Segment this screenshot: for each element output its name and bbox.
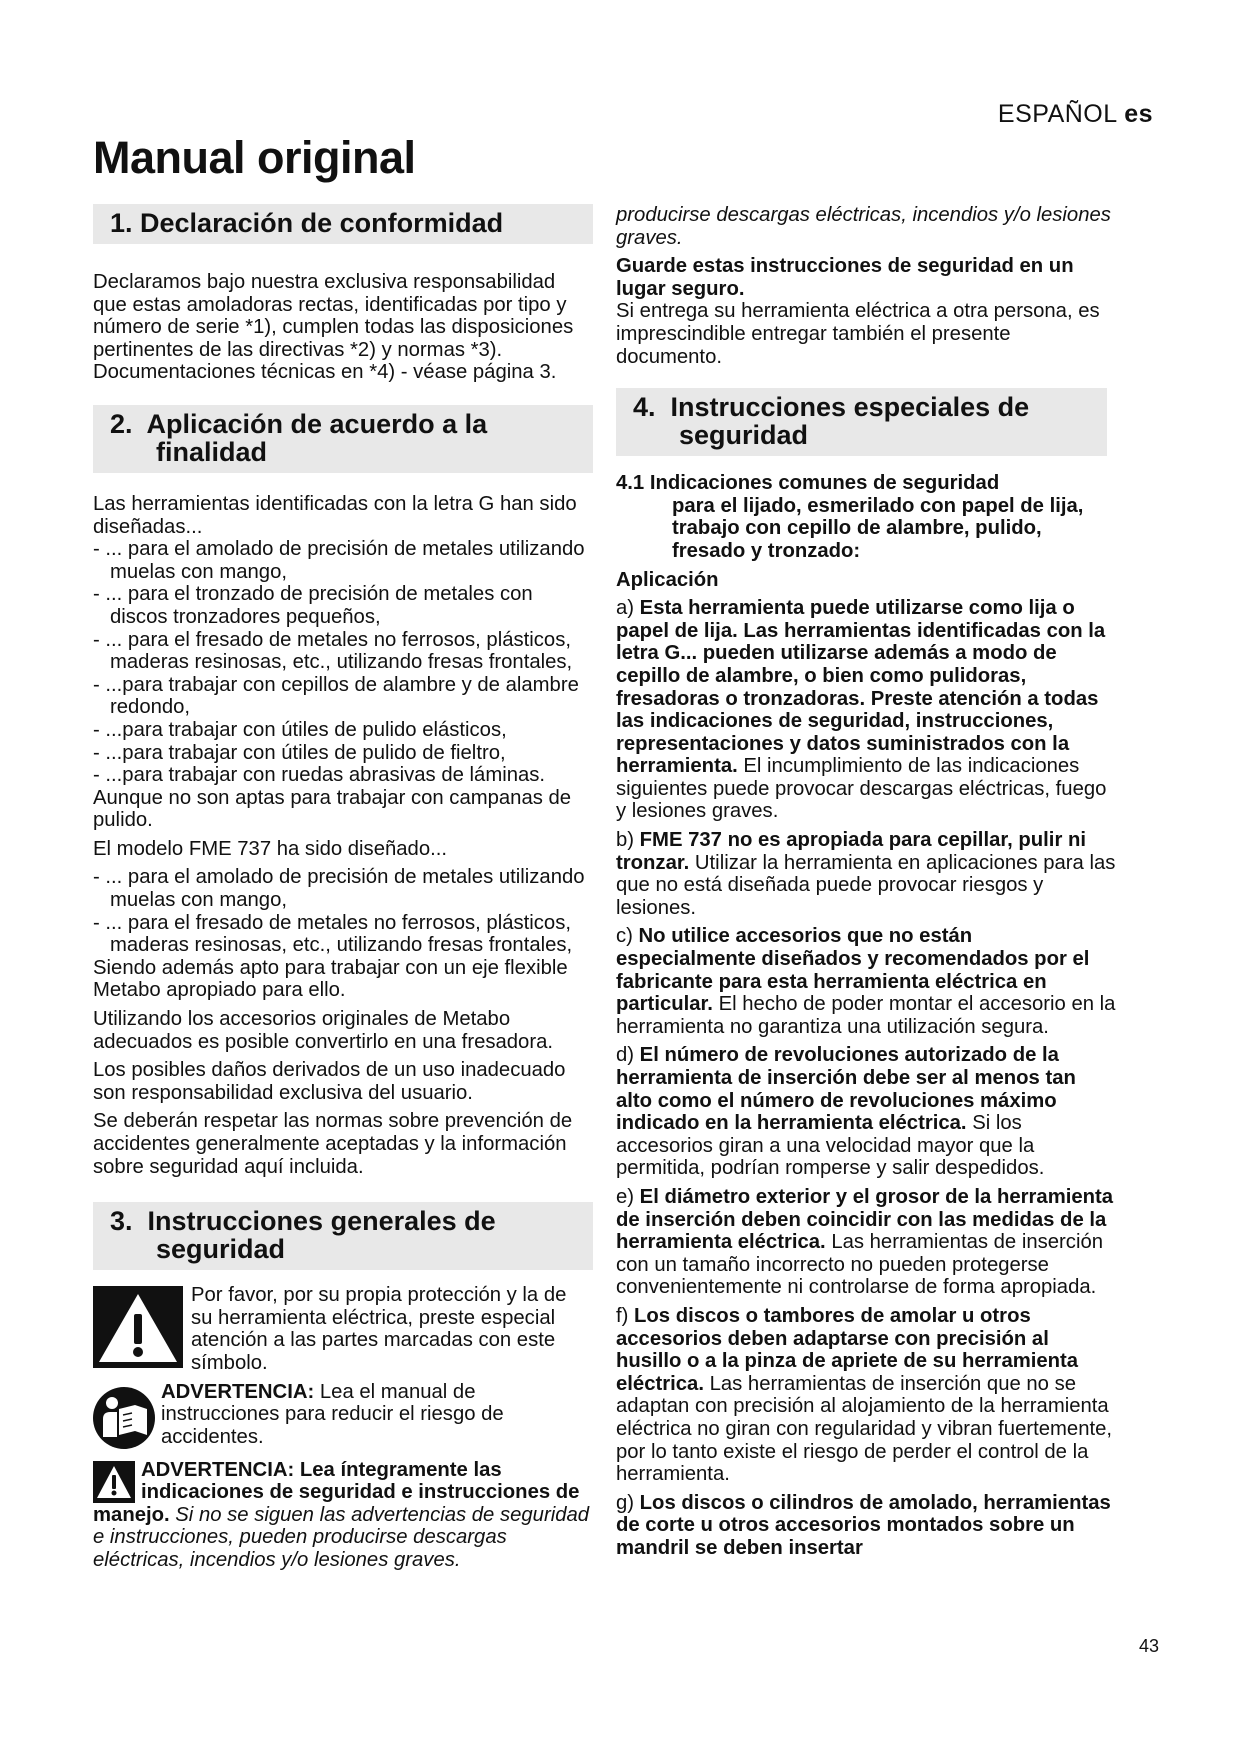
language-label — [998, 100, 1153, 129]
list-item: - ... para el amolado de precisión de metales utilizando muelas con mango, — [93, 866, 585, 912]
manual-warning-text: ADVERTENCIA: Lea el manual de instrucciones para reducir el riesgo de accidentes. — [161, 1380, 504, 1448]
page-number: 43 — [1138, 1636, 1159, 1656]
manual-warning-row — [93, 1381, 593, 1451]
section-3-heading: 3. Instrucciones generales de seguridad — [93, 1202, 593, 1270]
warning-triangle-small-icon — [93, 1461, 135, 1503]
safety-item-d: d) El número de revoluciones autorizado de la herramienta de inserción debe ser al menos tan alto como el número de revoluciones máximo indicado en la herramienta eléctrica. Si los accesorios giran a una velocidad mayor que la permitida, podrían romperse y salir despedidos. — [616, 1044, 1076, 1180]
continued-warning-text: producirse descargas eléctricas, incendios y/o lesiones graves. — [616, 204, 1111, 249]
list-item: - ... para el amolado de precisión de metales utilizando muelas con mango, — [93, 538, 585, 583]
list-item: - ...para trabajar con ruedas abrasivas de láminas. — [93, 764, 546, 787]
section-2-heading: 2. Aplicación de acuerdo a la finalidad — [93, 405, 593, 473]
section-1-heading: 1. Declaración de conformidad — [93, 204, 593, 244]
keep-instructions-text: Si entrega su herramienta eléctrica a otra persona, es imprescindible entregar también el presente documento. — [616, 300, 1100, 368]
section-2-paragraph: Utilizando los accesorios originales de Metabo adecuados es posible convertirlo en una fresadora. — [93, 1008, 554, 1053]
list-item: - ...para trabajar con útiles de pulido de fieltro, — [93, 741, 506, 764]
list-item: - ... para el fresado de metales no ferrosos, plásticos, maderas resinosas, etc., utilizando fresas frontales, — [93, 628, 573, 674]
section-4-heading: 4. Instrucciones especiales de seguridad — [616, 388, 1107, 456]
section-1-body: Declaramos bajo nuestra exclusiva responsabilidad que estas amoladoras rectas, identificadas por tipo y número de serie *1), cumplen todas las disposiciones pertinentes de las directivas *2) y normas *3). Documentaciones técnicas en *4) - véase página 3. — [93, 271, 574, 384]
safety-item-a: a) Esta herramienta puede utilizarse como lija o papel de lija. Las herramientas identificadas con la letra G... pueden utilizarse además a modo de cepillo de alambre, o bien como pulidoras, fresadoras o tronzadoras. Preste atención a todas las indicaciones de seguridad, instrucciones, representaciones y datos suministrados con la herramienta. El incumplimiento de las indicaciones siguientes puede provocar descargas eléctricas, fuego y lesiones graves. — [616, 597, 1107, 823]
safety-item-g: g) Los discos o cilindros de amolado, herramientas de corte u otros accesorios montados sobre un mandril se deben insertar — [616, 1491, 1111, 1559]
safety-warning-text: ADVERTENCIA: Lea íntegramente las indicaciones de seguridad e instrucciones de manejo. Si no se siguen las advertencias de seguridad e instrucciones, pueden producirse descargas eléctricas, incendios y/o lesiones graves. — [93, 1458, 590, 1571]
warning-symbol-row — [93, 1284, 593, 1374]
subsection-4-1-heading: 4.1 Indicaciones comunes de seguridad para el lijado, esmerilado con papel de lija, trabajo con cepillo de alambre, pulido, fresado y tronzado: — [616, 472, 1084, 562]
left-column — [93, 204, 593, 1572]
symbol-explanation: Por favor, por su propia protección y la de su herramienta eléctrica, preste especial atención a las partes marcadas con este símbolo. — [191, 1284, 567, 1374]
application-heading: Aplicación — [616, 568, 719, 591]
safety-item-f: f) Los discos o tambores de amolar u otros accesorios deben adaptarse con precisión al husillo o a la pinza de apriete de su herramienta eléctrica. Las herramientas de inserción que no se adaptan con precisión al alojamiento de la herramienta eléctrica no giran con regularidad y vibran fuertemente, por lo tanto existe el riesgo de perder el control de la herramienta. — [616, 1304, 1113, 1486]
section-2-intro-2: El modelo FME 737 ha sido diseñado... — [93, 837, 448, 860]
list-item: - ...para trabajar con cepillos de alambre y de alambre redondo, — [93, 673, 579, 719]
safety-item-e: e) El diámetro exterior y el grosor de la herramienta de inserción deben coincidir con las medidas de la herramienta eléctrica. Las herramientas de inserción con un tamaño incorrecto no pueden protegerse convenientemente ni controlarse de forma apropiada. — [616, 1185, 1114, 1299]
safety-item-b: b) FME 737 no es apropiada para cepillar, pulir ni tronzar. Utilizar la herramienta en aplicaciones para las que no está diseñada puede provocar riesgos y lesiones. — [616, 829, 1116, 919]
list-item: - ... para el fresado de metales no ferrosos, plásticos, maderas resinosas, etc., utilizando fresas frontales, — [93, 911, 573, 957]
section-2-paragraph: Los posibles daños derivados de un uso inadecuado son responsabilidad exclusiva del usuario. — [93, 1059, 566, 1104]
section-2-paragraph: Se deberán respetar las normas sobre prevención de accidentes generalmente aceptadas y la información sobre seguridad aquí incluida. — [93, 1110, 573, 1178]
page-title: Manual original — [93, 132, 416, 183]
section-2-note: Aunque no son aptas para trabajar con campanas de pulido. — [93, 786, 572, 832]
language-code: es — [1124, 100, 1153, 128]
language-name: ESPAÑOL — [997, 100, 1117, 128]
keep-instructions-heading: Guarde estas instrucciones de seguridad en un lugar seguro. — [616, 255, 1074, 300]
read-manual-icon — [93, 1385, 155, 1451]
list-item: - ...para trabajar con útiles de pulido elásticos, — [93, 718, 507, 741]
warning-triangle-icon — [93, 1286, 183, 1368]
section-2-intro: Las herramientas identificadas con la letra G han sido diseñadas... — [93, 492, 577, 538]
safety-item-c: c) No utilice accesorios que no están especialmente diseñados y recomendados por el fabricante para esta herramienta eléctrica en particular. El hecho de poder montar el accesorio en la herramienta no garantiza una utilización segura. — [616, 925, 1116, 1038]
section-2-note-2: Siendo además apto para trabajar con un eje flexible Metabo apropiado para ello. — [93, 956, 568, 1002]
list-item: - ... para el tronzado de precisión de metales con discos tronzadores pequeños, — [93, 583, 533, 628]
right-column — [616, 204, 1116, 1559]
